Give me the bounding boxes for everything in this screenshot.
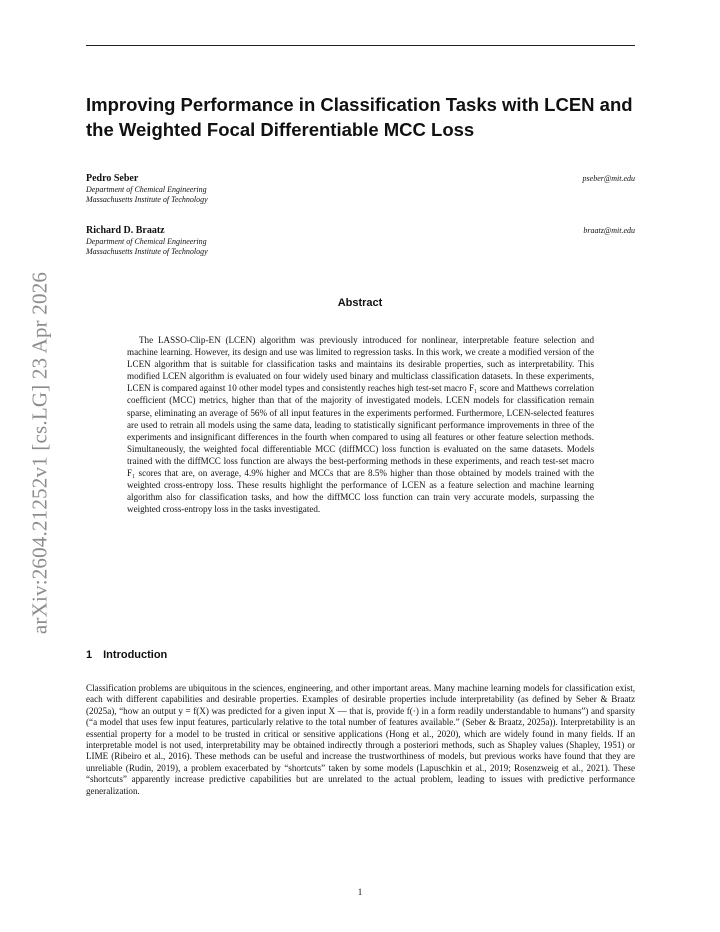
- section-number: 1: [86, 649, 93, 661]
- author-block-2: [86, 225, 635, 257]
- author-name: Pedro Seber: [86, 173, 139, 184]
- section-title: Introduction: [103, 649, 168, 661]
- author-institution: Massachusetts Institute of Technology: [86, 195, 208, 204]
- author-block-1: [86, 173, 635, 205]
- page-number: 1: [357, 887, 363, 897]
- author-institution: Massachusetts Institute of Technology: [86, 247, 208, 256]
- paper-title: Improving Performance in Classification Tasks with LCEN and the Weighted Focal Differentiable MCC Loss: [86, 94, 633, 140]
- section-heading: [86, 649, 167, 661]
- author-name: Richard D. Braatz: [86, 225, 165, 236]
- top-rule: [86, 45, 635, 46]
- abstract-heading: Abstract: [337, 297, 383, 309]
- author-email[interactable]: braatz@mit.edu: [583, 226, 635, 235]
- abstract-text: The LASSO-Clip-EN (LCEN) algorithm was previously introduced for nonlinear, interpretable feature selection and machine learning. However, its design and use was limited to regression tasks. In this work, we create a modified version of the LCEN algorithm that is suitable for classification tasks and maintains its desirable properties, such as interpretability. This modified LCEN algorithm is evaluated on four widely used binary and multiclass classification datasets. In these experiments, LCEN is compared against 10 other model types and consistently reaches high test-set macro F₁ score and Matthews correlation coefficient (MCC) metrics, higher than that of the majority of investigated models. LCEN models for classification remain sparse, eliminating an average of 56% of all input features in the experiments performed. Furthermore, LCEN-selected features are used to retrain all models using the same data, leading to statistically significant performance improvements in three of the experiments and insignificant differences in the fourth when compared to using all features or other feature selection methods. Simultaneously, the weighted focal differentiable MCC (diffMCC) loss function is evaluated on the same datasets. Models trained with the diffMCC loss function are always the best-performing methods in these experiments, and reach test-set macro F₁ scores that are, on average, 4.9% higher and MCCs that are 8.5% higher than those obtained by models trained with the weighted cross-entropy loss. These results highlight the performance of LCEN as a feature selection and machine learning algorithm also for classification tasks, and how the diffMCC loss function can train very accurate models, surpassing the weighted cross-entropy loss in the tasks investigated.: [127, 335, 594, 515]
- author-email[interactable]: pseber@mit.edu: [582, 174, 635, 183]
- arxiv-identifier: arXiv:2604.21252v1 [cs.LG] 23 Apr 2026: [27, 271, 52, 635]
- author-department: Department of Chemical Engineering: [86, 237, 207, 246]
- introduction-paragraph: Classification problems are ubiquitous in the sciences, engineering, and other important areas. Many machine learning models for classification exist, each with different capabilities and desirable properties. Examples of desirable properties include interpretability (as defined by Seber & Braatz (2025a), “how an output y = f(X) was predicted for a given input X — that is, provide f(·) in a form readily understandable to humans”) and sparsity (“a model that uses few input features, particularly relative to the total number of features available.” (Seber & Braatz, 2025a)). Interpretability is an essential property for a model to be trusted in critical or sensitive applications (Hong et al., 2020), which are widely found in many fields. If an interpretable model is not used, interpretability may be obtained indirectly through a posteriori methods, such as Shapley values (Shapley, 1951) or LIME (Ribeiro et al., 2016). These methods can be useful and increase the trustworthiness of models, but previous works have found that they are unreliable (Rudin, 2019), a problem exacerbated by “shortcuts” taken by some models (Lapuschkin et al., 2019; Rosenzweig et al., 2021). These “shortcuts” apparently increase predictive capabilities but are unrelated to the actual problem, leading to issues with predictive performance generalization.: [86, 683, 635, 796]
- author-department: Department of Chemical Engineering: [86, 185, 207, 194]
